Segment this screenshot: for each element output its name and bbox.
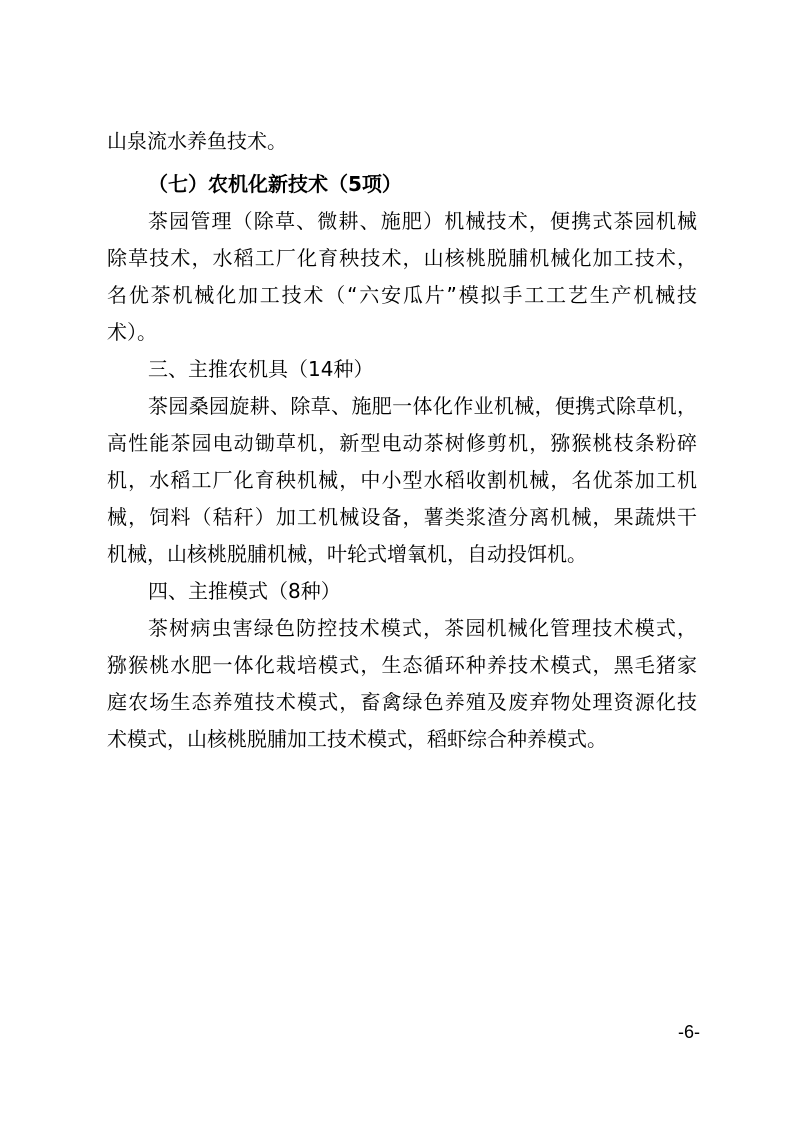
text-line: 庭农场生态养殖技术模式，畜禽绿色养殖及废弃物处理资源化技 xyxy=(107,690,697,714)
section-heading-3: 三、主推农机具（14种） xyxy=(148,357,374,381)
text-line: 名优茶机械化加工技术（“六安瓜片”模拟手工工艺生产机械技 xyxy=(107,283,697,307)
text-line: 茶园桑园旋耕、除草、施肥一体化作业机械，便携式除草机， xyxy=(148,394,697,418)
text-line: 术）。 xyxy=(107,320,157,344)
page-number: -6- xyxy=(678,1022,700,1042)
text-line: 术模式，山核桃脱脯加工技术模式，稻虾综合种养模式。 xyxy=(107,727,607,751)
text-line: 山泉流水养鱼技术。 xyxy=(107,129,287,153)
text-line: 械，饲料（秸秆）加工机械设备，薯类浆渣分离机械，果蔬烘干 xyxy=(107,505,697,529)
text-line: 茶园管理（除草、微耕、施肥）机械技术，便携式茶园机械 xyxy=(148,209,697,233)
text-line: 高性能茶园电动锄草机，新型电动茶树修剪机，猕猴桃枝条粉碎 xyxy=(107,431,697,455)
text-line: 茶树病虫害绿色防控技术模式，茶园机械化管理技术模式， xyxy=(148,616,697,640)
text-line: 猕猴桃水肥一体化栽培模式，生态循环种养技术模式，黑毛猪家 xyxy=(107,653,697,677)
section-heading-7: （七）农机化新技术（5项） xyxy=(148,172,402,196)
section-heading-4: 四、主推模式（8种） xyxy=(148,579,341,603)
text-line: 除草技术，水稻工厂化育秧技术，山核桃脱脯机械化加工技术， xyxy=(107,246,697,270)
text-line: 机，水稻工厂化育秧机械，中小型水稻收割机械，名优茶加工机 xyxy=(107,468,697,492)
text-line: 机械，山核桃脱脯机械，叶轮式增氧机，自动投饵机。 xyxy=(107,542,587,566)
